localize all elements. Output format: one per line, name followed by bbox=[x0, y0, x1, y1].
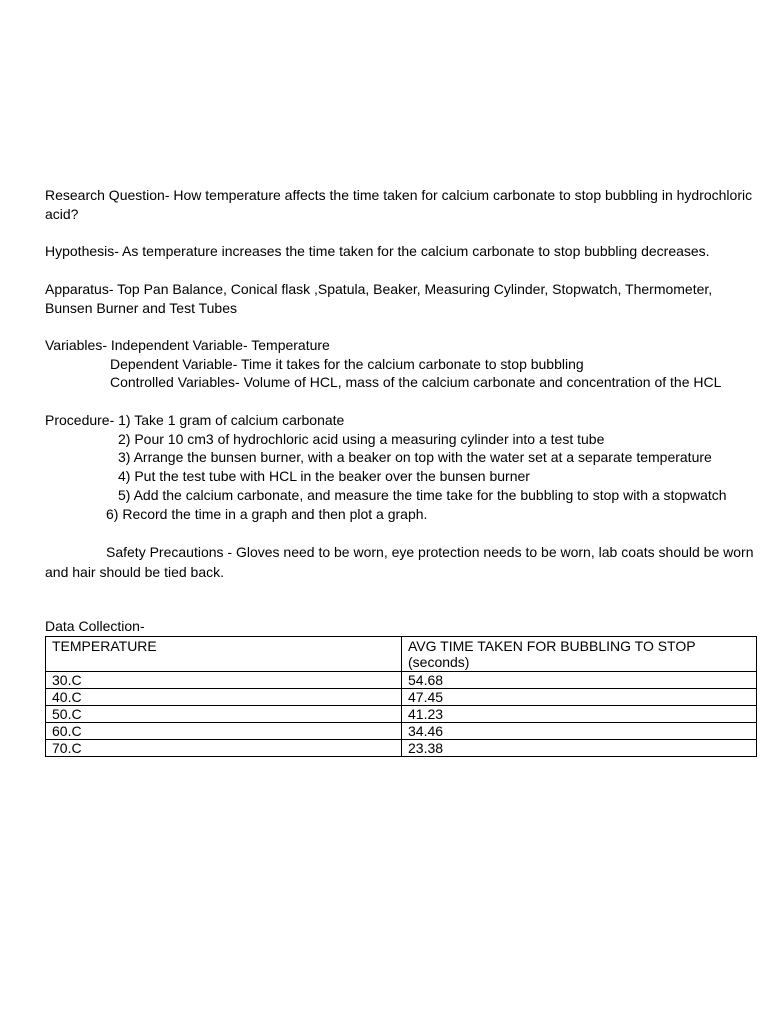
cell-temperature: 50.C bbox=[46, 706, 402, 723]
header-temperature: TEMPERATURE bbox=[46, 637, 402, 672]
hypothesis-text: Hypothesis- As temperature increases the time taken for the calcium carbonate to stop bubbling decreases. bbox=[45, 243, 710, 259]
procedure-step-5: 5) Add the calcium carbonate, and measure the time take for the bubbling to stop with a stopwatch bbox=[118, 486, 727, 503]
table-row bbox=[46, 740, 757, 757]
apparatus bbox=[45, 280, 712, 317]
independent-variable: Variables- Independent Variable- Temperature bbox=[45, 337, 330, 353]
cell-temperature: 40.C bbox=[46, 689, 402, 706]
table-row bbox=[46, 706, 757, 723]
procedure-step-6: 6) Record the time in a graph and then plot a graph. bbox=[106, 505, 428, 522]
research-question-line-2: acid? bbox=[45, 205, 79, 222]
apparatus-line-1: Apparatus- Top Pan Balance, Conical flask ,Spatula, Beaker, Measuring Cylinder, Stopwatch, Thermometer, bbox=[45, 281, 713, 297]
header-avg-time bbox=[402, 637, 757, 672]
dependent-variable: Dependent Variable- Time it takes for the calcium carbonate to stop bubbling bbox=[110, 355, 584, 372]
procedure bbox=[45, 411, 727, 523]
procedure-step-4: 4) Put the test tube with HCL in the beaker over the bunsen burner bbox=[118, 468, 530, 485]
table-row bbox=[46, 689, 757, 706]
table-row bbox=[46, 723, 757, 740]
cell-temperature: 30.C bbox=[46, 672, 402, 689]
apparatus-line-2: Bunsen Burner and Test Tubes bbox=[45, 299, 237, 316]
cell-time: 23.38 bbox=[402, 740, 757, 757]
header-avg-time-line-1: AVG TIME TAKEN FOR BUBBLING TO STOP bbox=[408, 638, 696, 654]
table-row bbox=[46, 672, 757, 689]
research-question bbox=[45, 186, 752, 223]
cell-time: 47.45 bbox=[402, 689, 757, 706]
data-collection-label: Data Collection- bbox=[45, 618, 145, 634]
safety-line-1: Safety Precautions - Gloves need to be worn, eye protection needs to be worn, lab coats should be worn bbox=[106, 544, 754, 560]
safety-line-2: and hair should be tied back. bbox=[45, 564, 225, 580]
procedure-step-2: 2) Pour 10 cm3 of hydrochloric acid using a measuring cylinder into a test tube bbox=[118, 430, 605, 447]
cell-time: 54.68 bbox=[402, 672, 757, 689]
procedure-step-3: 3) Arrange the bunsen burner, with a beaker on top with the water set at a separate temperature bbox=[118, 449, 712, 466]
safety-precautions bbox=[45, 542, 754, 582]
cell-temperature: 70.C bbox=[46, 740, 402, 757]
controlled-variables: Controlled Variables- Volume of HCL, mass of the calcium carbonate and concentration of the HCL bbox=[110, 374, 722, 391]
variables bbox=[45, 336, 721, 392]
table-header-row bbox=[46, 637, 757, 672]
cell-time: 34.46 bbox=[402, 723, 757, 740]
research-question-line-1: Research Question- How temperature affects the time taken for calcium carbonate to stop bubbling in hydrochloric bbox=[45, 187, 753, 203]
cell-time: 41.23 bbox=[402, 706, 757, 723]
header-avg-time-line-2: (seconds) bbox=[408, 654, 470, 670]
data-table bbox=[45, 636, 757, 757]
procedure-step-1: Procedure- 1) Take 1 gram of calcium carbonate bbox=[45, 412, 345, 428]
hypothesis bbox=[45, 242, 710, 261]
cell-temperature: 60.C bbox=[46, 723, 402, 740]
